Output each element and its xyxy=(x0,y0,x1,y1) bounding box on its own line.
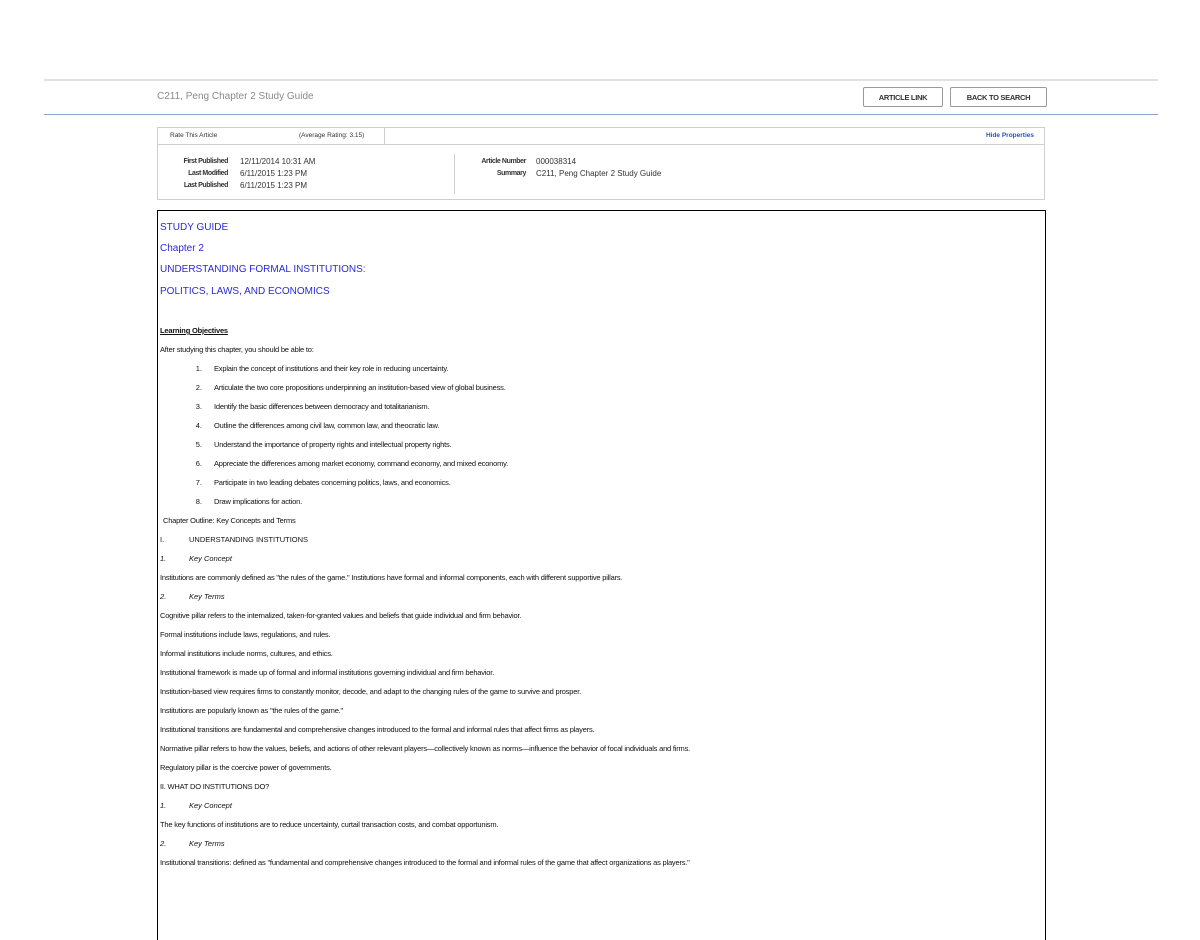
rate-article-label[interactable]: Rate This Article xyxy=(170,132,218,139)
key-terms-number: 2. xyxy=(160,592,167,601)
key-term: Institutional framework is made up of formal and informal institutions governing individual and firm behavior. xyxy=(160,668,495,677)
key-term: Formal institutions include laws, regulations, and rules. xyxy=(160,630,331,639)
section-number: I. xyxy=(160,535,165,544)
key-term: Institution-based view requires firms to constantly monitor, decode, and adapt to the changing rules of the game to survive and prosper. xyxy=(160,687,581,696)
objectives-intro: After studying this chapter, you should be able to: xyxy=(160,345,314,354)
last-published-value: 6/11/2015 1:23 PM xyxy=(240,181,308,190)
section-title: UNDERSTANDING INSTITUTIONS xyxy=(189,535,309,544)
objective-item: Outline the differences among civil law, common law, and theocratic law. xyxy=(214,421,440,430)
key-concept-number: 1. xyxy=(160,801,167,810)
key-concept-label: Key Concept xyxy=(189,554,232,563)
key-concept-number: 1. xyxy=(160,554,167,563)
learning-objectives-heading: Learning Objectives xyxy=(160,326,228,335)
key-term: Regulatory pillar is the coercive power of governments. xyxy=(160,763,332,772)
key-terms-label: Key Terms xyxy=(189,839,225,848)
properties-divider xyxy=(454,154,455,194)
summary-label: Summary xyxy=(496,170,526,177)
last-published-label: Last Published xyxy=(183,182,228,189)
objective-item: Articulate the two core propositions underpinning an institution-based view of global business. xyxy=(214,383,506,392)
objective-number: 8. xyxy=(195,497,202,506)
last-modified-label: Last Modified xyxy=(188,170,228,177)
key-term: Informal institutions include norms, cultures, and ethics. xyxy=(160,649,333,658)
objective-number: 4. xyxy=(195,421,202,430)
study-guide-heading: STUDY GUIDE xyxy=(160,222,229,233)
rating-box[interactable] xyxy=(158,128,385,144)
key-concept-text: The key functions of institutions are to reduce uncertainty, curtail transaction costs, and combat opportunism. xyxy=(160,820,499,829)
chapter-outline-heading: Chapter Outline: Key Concepts and Terms xyxy=(163,516,296,525)
article-number-value: 000038314 xyxy=(536,157,577,166)
article-link-button[interactable]: ARTICLE LINK xyxy=(863,87,943,107)
objective-item: Understand the importance of property rights and intellectual property rights. xyxy=(214,440,452,449)
key-terms-number: 2. xyxy=(160,839,167,848)
article-properties-panel xyxy=(157,127,1045,200)
first-published-label: First Published xyxy=(183,158,228,165)
objective-number: 3. xyxy=(195,402,202,411)
objective-item: Appreciate the differences among market economy, command economy, and mixed economy. xyxy=(214,459,509,468)
back-to-search-button[interactable]: BACK TO SEARCH xyxy=(950,87,1047,107)
page-title: C211, Peng Chapter 2 Study Guide xyxy=(157,91,314,102)
key-term: Normative pillar refers to how the values, beliefs, and actions of other relevant players—collectively known as norms—influence the behavior of focal individuals and firms. xyxy=(160,744,691,753)
objective-item: Explain the concept of institutions and their key role in reducing uncertainty. xyxy=(214,364,449,373)
section-title: II. WHAT DO INSTITUTIONS DO? xyxy=(160,782,270,791)
chapter-title-line1: UNDERSTANDING FORMAL INSTITUTIONS: xyxy=(160,264,366,275)
hide-properties-link[interactable]: Hide Properties xyxy=(985,132,1034,139)
objective-number: 2. xyxy=(195,383,202,392)
article-number-label: Article Number xyxy=(481,158,526,165)
objective-item: Participate in two leading debates concerning politics, laws, and economics. xyxy=(214,478,451,487)
chapter-title-line2: POLITICS, LAWS, AND ECONOMICS xyxy=(160,286,330,297)
key-term: Institutional transitions are fundamental and comprehensive changes introduced to the formal and informal rules that affect firms as players. xyxy=(160,725,595,734)
article-body xyxy=(157,210,1046,940)
chapter-heading: Chapter 2 xyxy=(160,243,204,254)
key-term: Cognitive pillar refers to the internalized, taken-for-granted values and beliefs that guide individual and firm behavior. xyxy=(160,611,522,620)
objective-number: 1. xyxy=(195,364,202,373)
objective-item: Draw implications for action. xyxy=(214,497,302,506)
key-concept-label: Key Concept xyxy=(189,801,232,810)
first-published-value: 12/11/2014 10:31 AM xyxy=(240,157,316,166)
key-concept-text: Institutions are commonly defined as "the rules of the game." Institutions have formal and informal components, each with different supportive pillars. xyxy=(160,573,623,582)
objective-item: Identify the basic differences between democracy and totalitarianism. xyxy=(214,402,430,411)
objective-number: 6. xyxy=(195,459,202,468)
objective-number: 5. xyxy=(195,440,202,449)
key-term: Institutions are popularly known as "the rules of the game." xyxy=(160,706,344,715)
average-rating: (Average Rating: 3.15) xyxy=(299,132,365,139)
summary-value: C211, Peng Chapter 2 Study Guide xyxy=(536,169,662,178)
properties-header xyxy=(158,128,1044,145)
key-term: Institutional transitions: defined as "fundamental and comprehensive changes introduced to the formal and informal rules of the game that affect organizations as players." xyxy=(160,858,690,867)
objective-number: 7. xyxy=(195,478,202,487)
last-modified-value: 6/11/2015 1:23 PM xyxy=(240,169,308,178)
key-terms-label: Key Terms xyxy=(189,592,225,601)
